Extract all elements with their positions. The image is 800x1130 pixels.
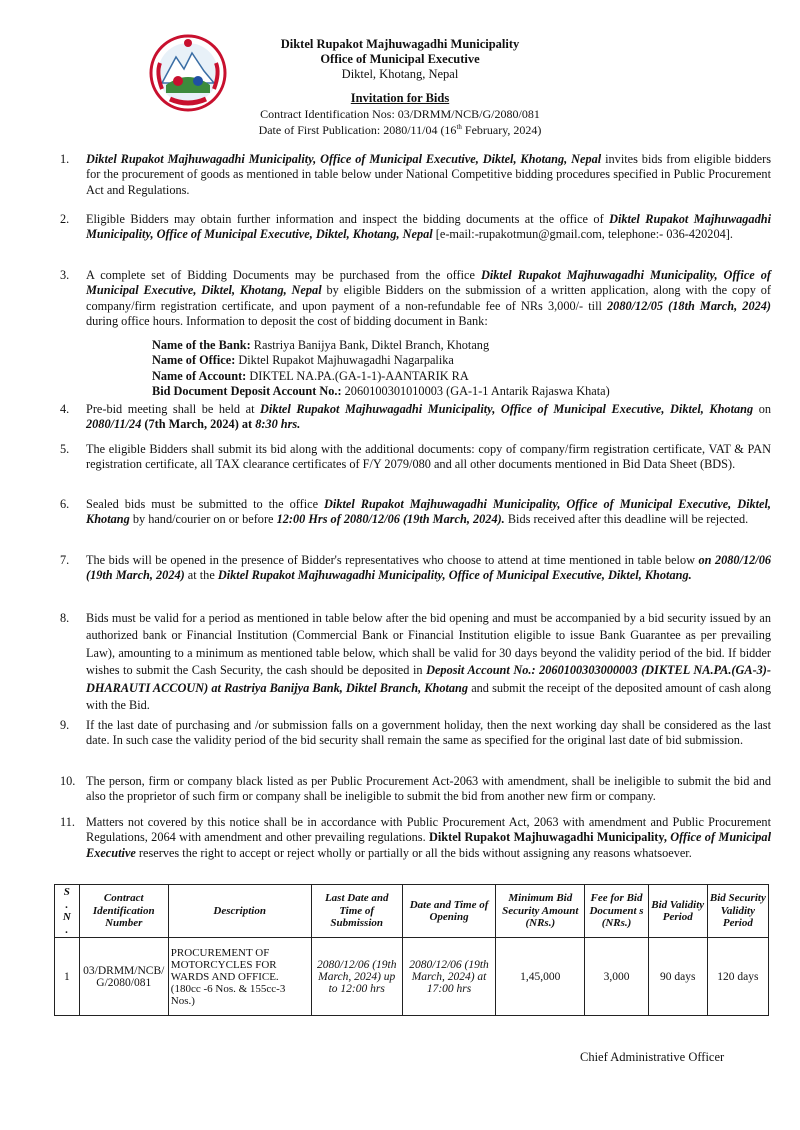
header-fee: Fee for Bid Document s (NRs.) (585, 885, 648, 938)
publication-date: Date of First Publication: 2080/11/04 (16th February, 2024) (258, 123, 542, 137)
cell-sn: 1 (55, 938, 80, 1016)
notice-title: Invitation for Bids (350, 91, 450, 105)
office-address: Diktel, Khotang, Nepal (341, 67, 459, 81)
cell-submission: 2080/12/06 (19th March, 2024) up to 12:00 hrs (311, 938, 402, 1016)
cell-validity: 90 days (648, 938, 707, 1016)
municipality-name: Diktel Rupakot Majhuwagadhi Municipality (280, 37, 520, 51)
cell-security-validity: 120 days (707, 938, 768, 1016)
contract-ids: Contract Identification Nos: 03/DRMM/NCB/G/2080/081 (260, 107, 540, 121)
header-opening: Date and Time of Opening (402, 885, 495, 938)
signatory-title: Chief Administrative Officer (580, 1050, 725, 1064)
header-bid-security: Minimum Bid Security Amount (NRs.) (496, 885, 585, 938)
header-validity: Bid Validity Period (648, 885, 707, 938)
bank-details: Name of the Bank: Rastriya Banijya Bank, Diktel Branch, Khotang Name of Office: Diktel Rupakot Majhuwagadhi Nagarpalika Name of Account: DIKTEL NA.PA.(GA-1-1)-AANTARIK RA Bid Document Deposit Account No.: 2060100301010003 (GA-1-1 Antarik Rajaswa Khata) (152, 338, 610, 399)
cell-bid-security: 1,45,000 (496, 938, 585, 1016)
header-submission: Last Date and Time of Submission (311, 885, 402, 938)
header-contract-id: Contract Identification Number (79, 885, 168, 938)
cell-description: PROCUREMENT OF MOTORCYCLES FOR WARDS AND OFFICE. (180cc -6 Nos. & 155cc-3 Nos.) (168, 938, 311, 1016)
header-description: Description (168, 885, 311, 938)
table-row (55, 938, 769, 1016)
cell-opening: 2080/12/06 (19th March, 2024) at 17:00 hrs (402, 938, 495, 1016)
cell-fee: 3,000 (585, 938, 648, 1016)
header-sn: S . N . (55, 885, 80, 938)
table-header-row (55, 885, 769, 938)
header-security-validity: Bid Security Validity Period (707, 885, 768, 938)
office-name: Office of Municipal Executive (320, 52, 480, 66)
bid-table (54, 884, 769, 1016)
cell-contract-id: 03/DRMM/NCB/G/2080/081 (79, 938, 168, 1016)
